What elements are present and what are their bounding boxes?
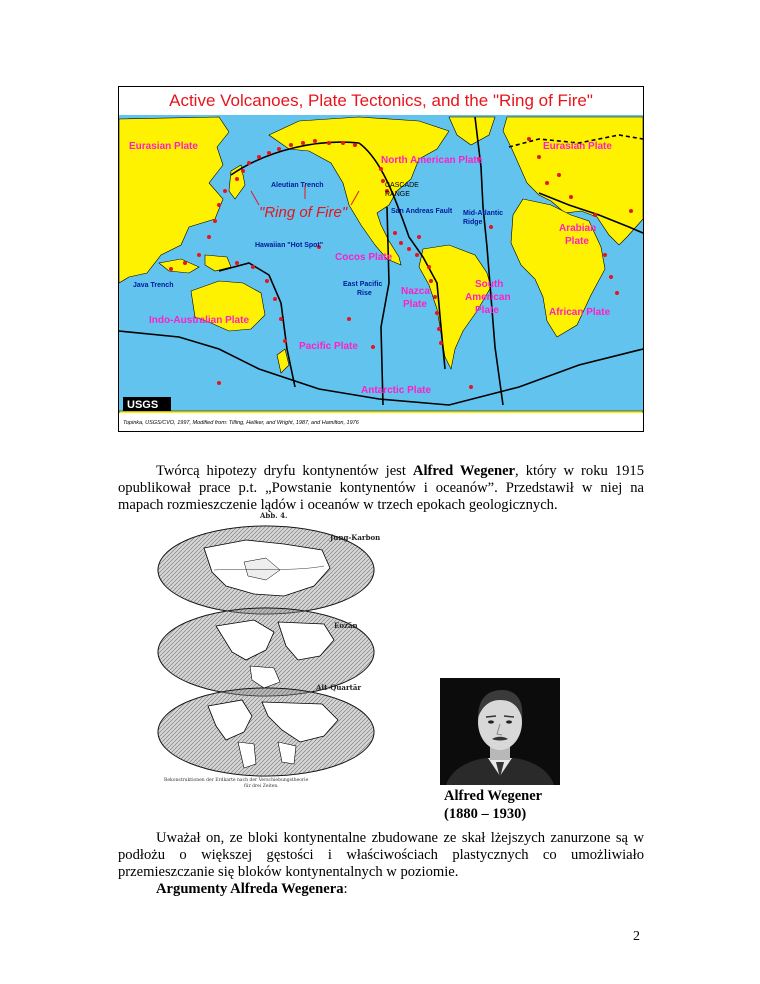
globes-svg <box>154 510 390 788</box>
ring-of-fire-map-svg <box>119 87 643 431</box>
label-mid-atlantic-1: Mid-Atlantic <box>463 210 504 217</box>
label-eurasian-plate-left: Eurasian Plate <box>129 141 198 152</box>
label-south-american-3: Plate <box>475 305 499 316</box>
label-java-trench: Java Trench <box>133 282 174 289</box>
label-ring-of-fire: "Ring of Fire" <box>259 204 348 221</box>
page-number: 2 <box>633 929 640 944</box>
intro-text-2: , który w roku 1915 opublikował prace p.t. „Powstanie kontynentów i oceanów”. Przedstawił w niej na mapach rozmieszczenie lądów i oceanów w trzech epokach geologicznych. <box>118 463 645 513</box>
theory-text: Uważał on, ze bloki kontynentalne zbudowane ze skał lżejszych zanurzone są w podłożu o większej gęstości i właściwościach plastycznych co umożliwiało przemieszczanie się bloków kontynentalnych w poziomie. <box>118 830 644 880</box>
arguments-heading-text: Argumenty Alfreda Wegenera <box>156 881 344 897</box>
label-nazca-2: Plate <box>403 299 427 310</box>
label-hawaiian-hot-spot: Hawaiian "Hot Spot" <box>255 242 324 249</box>
globe-label-alt-quartar: Alt-Quartär <box>316 683 362 692</box>
label-african-plate: African Plate <box>549 307 611 318</box>
globe-alt-quartar <box>158 688 374 776</box>
intro-text-1: Twórcą hipotezy dryfu kontynentów jest <box>156 463 413 479</box>
globes-top-label: Abb. 4. <box>260 511 288 520</box>
globe-label-eozan: Eozän <box>334 621 358 630</box>
globes-caption-1: Rekonstruktionen der Erdkarte nach der Verschiebungstheorie <box>164 778 309 783</box>
label-cascade-2: RANGE <box>385 191 410 198</box>
paragraph-intro <box>118 463 644 514</box>
paragraph-theory <box>118 830 644 881</box>
label-nazca-1: Nazca <box>401 286 430 297</box>
intro-name-bold: Alfred Wegener <box>412 463 516 479</box>
globes-caption-2: für drei Zeiten. <box>244 784 279 788</box>
label-san-andreas: San Andreas Fault <box>391 208 453 215</box>
wegener-portrait <box>440 678 560 785</box>
label-aleutian-trench: Aleutian Trench <box>271 182 324 189</box>
portrait-caption-years: (1880 – 1930) <box>444 806 527 822</box>
label-east-pacific-2: Rise <box>357 290 372 297</box>
globe-label-jung-karbon: Jung-Karbon <box>330 533 381 542</box>
label-cascade-1: CASCADE <box>385 182 419 189</box>
ring-of-fire-map <box>118 86 644 432</box>
label-north-american-plate: North American Plate <box>381 155 483 166</box>
label-east-pacific-1: East Pacific <box>343 281 383 288</box>
label-south-american-1: South <box>475 279 504 290</box>
label-pacific-plate: Pacific Plate <box>299 341 358 352</box>
label-cocos-plate: Cocos Plate <box>335 252 393 263</box>
usgs-logo: USGS <box>127 399 159 411</box>
wegener-globes-figure <box>154 510 390 788</box>
label-indo-australian-plate: Indo-Australian Plate <box>149 315 250 326</box>
map-credit: Topinka, USGS/CVO, 1997, Modified from: Tilling, Heliker, and Wright, 1987, and Hamilton, 1976 <box>123 420 359 426</box>
arguments-heading-colon: : <box>343 881 348 897</box>
label-arabian-2: Plate <box>565 236 589 247</box>
portrait-caption-name: Alfred Wegener <box>444 788 543 804</box>
label-eurasian-plate-right: Eurasian Plate <box>543 141 612 152</box>
label-mid-atlantic-2: Ridge <box>463 219 483 226</box>
arguments-heading <box>156 881 348 898</box>
map-title: Active Volcanoes, Plate Tectonics, and the "Ring of Fire" <box>169 91 593 110</box>
label-arabian-1: Arabian <box>559 223 597 234</box>
label-south-american-2: American <box>465 292 511 303</box>
label-antarctic-plate: Antarctic Plate <box>361 385 432 396</box>
portrait-svg <box>440 678 560 785</box>
